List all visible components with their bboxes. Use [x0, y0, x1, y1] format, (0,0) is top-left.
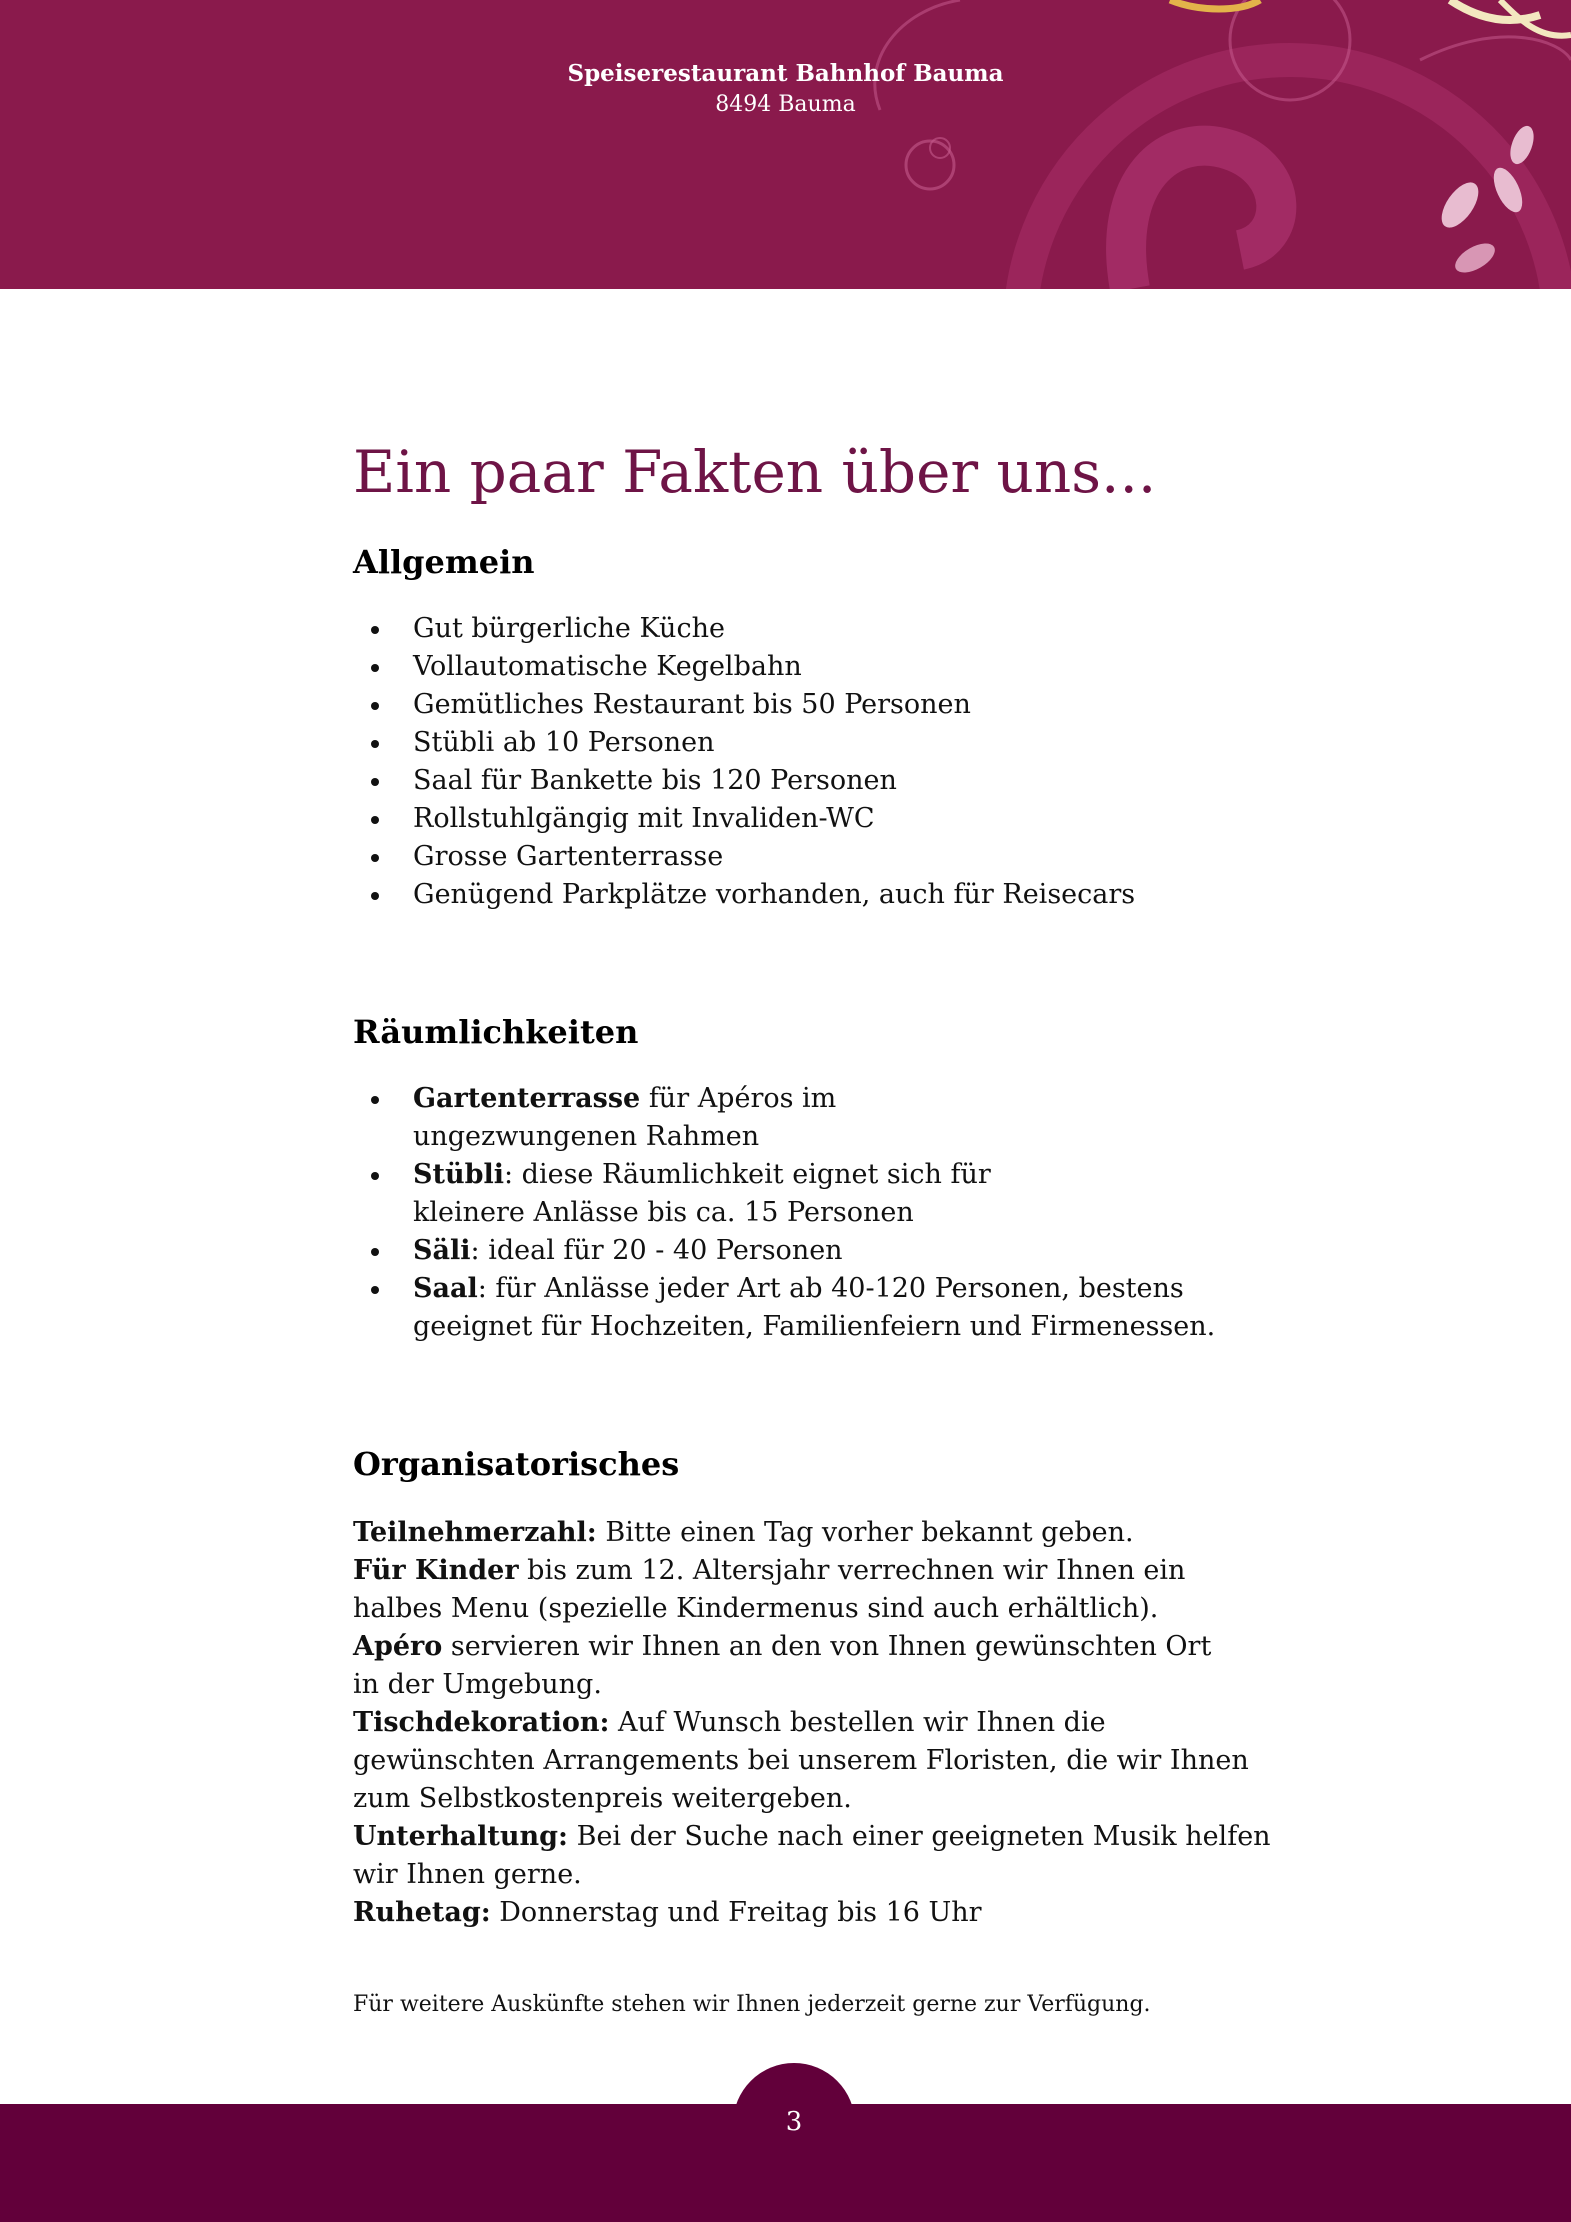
list-item: Vollautomatische Kegelbahn: [353, 648, 1283, 686]
list-item: [353, 1232, 1013, 1270]
list-item: [353, 1270, 1243, 1346]
item-term: Für Kinder: [353, 1555, 519, 1586]
page-number: 3: [785, 2107, 803, 2137]
org-paragraph: [353, 1514, 1283, 1552]
restaurant-name: Speiserestaurant Bahnhof Bauma: [567, 60, 1004, 87]
item-term: Säli: [413, 1235, 471, 1266]
item-term: Saal: [413, 1273, 478, 1304]
org-paragraph: [353, 1628, 1213, 1704]
list-item: Genügend Parkplätze vorhanden, auch für Reisecars: [353, 876, 1283, 914]
item-text: Bitte einen Tag vorher bekannt geben.: [596, 1517, 1134, 1548]
org-paragraph: [353, 1818, 1283, 1894]
section-heading-allgemein: Allgemein: [353, 543, 535, 581]
list-allgemein: [353, 610, 1283, 914]
header-banner: [0, 0, 1571, 289]
page-title: Ein paar Fakten über uns...: [353, 438, 1157, 506]
list-item: Rollstuhlgängig mit Invaliden-WC: [353, 800, 1283, 838]
organisatorisches-text: [353, 1514, 1283, 1932]
section-heading-raeumlichkeiten: Räumlichkeiten: [353, 1013, 639, 1051]
item-text: Auf Wunsch bestellen wir Ihnen die gewünschten Arrangements bei unserem Floristen, die wir Ihnen zum Selbstkostenpreis weitergeben.: [353, 1707, 1249, 1814]
list-item: [353, 1080, 1013, 1156]
list-raeumlichkeiten: [353, 1080, 1283, 1346]
org-paragraph: [353, 1552, 1283, 1628]
list-item: Gemütliches Restaurant bis 50 Personen: [353, 686, 1283, 724]
item-text: servieren wir Ihnen an den von Ihnen gewünschten Ort in der Umgebung.: [353, 1631, 1212, 1700]
org-paragraph: [353, 1894, 1283, 1932]
restaurant-address: 8494 Bauma: [715, 92, 856, 117]
item-text: : diese Räumlichkeit eignet sich für kleinere Anlässe bis ca. 15 Personen: [413, 1159, 991, 1228]
list-item: Grosse Gartenterrasse: [353, 838, 1283, 876]
section-heading-organisatorisches: Organisatorisches: [353, 1445, 680, 1483]
main-content: [353, 432, 1283, 2020]
item-text: bis zum 12. Altersjahr verrechnen wir Ihnen ein halbes Menu (spezielle Kindermenus sind auch erhältlich).: [353, 1555, 1186, 1624]
list-item: [353, 1156, 1013, 1232]
floral-ornament-icon: [0, 0, 1571, 289]
item-text: für Apéros im ungezwungenen Rahmen: [413, 1083, 837, 1152]
list-item: Saal für Bankette bis 120 Personen: [353, 762, 1283, 800]
item-term: Apéro: [353, 1631, 443, 1662]
item-text: Donnerstag und Freitag bis 16 Uhr: [490, 1897, 982, 1928]
list-item: Gut bürgerliche Küche: [353, 610, 1283, 648]
item-term: Ruhetag:: [353, 1897, 491, 1928]
item-term: Teilnehmerzahl:: [353, 1517, 597, 1548]
item-text: : für Anlässe jeder Art ab 40-120 Personen, bestens geeignet für Hochzeiten, Familienfeiern und Firmenessen.: [413, 1273, 1216, 1342]
closing-note: Für weitere Auskünfte stehen wir Ihnen jederzeit gerne zur Verfügung.: [353, 1992, 1151, 2017]
org-paragraph: [353, 1704, 1283, 1818]
list-item: Stübli ab 10 Personen: [353, 724, 1283, 762]
item-text: : ideal für 20 - 40 Personen: [470, 1235, 843, 1266]
item-text: Bei der Suche nach einer geeigneten Musik helfen wir Ihnen gerne.: [353, 1821, 1271, 1890]
item-term: Gartenterrasse: [413, 1083, 641, 1114]
item-term: Tischdekoration:: [353, 1707, 610, 1738]
item-term: Unterhaltung:: [353, 1821, 569, 1852]
item-term: Stübli: [413, 1159, 504, 1190]
